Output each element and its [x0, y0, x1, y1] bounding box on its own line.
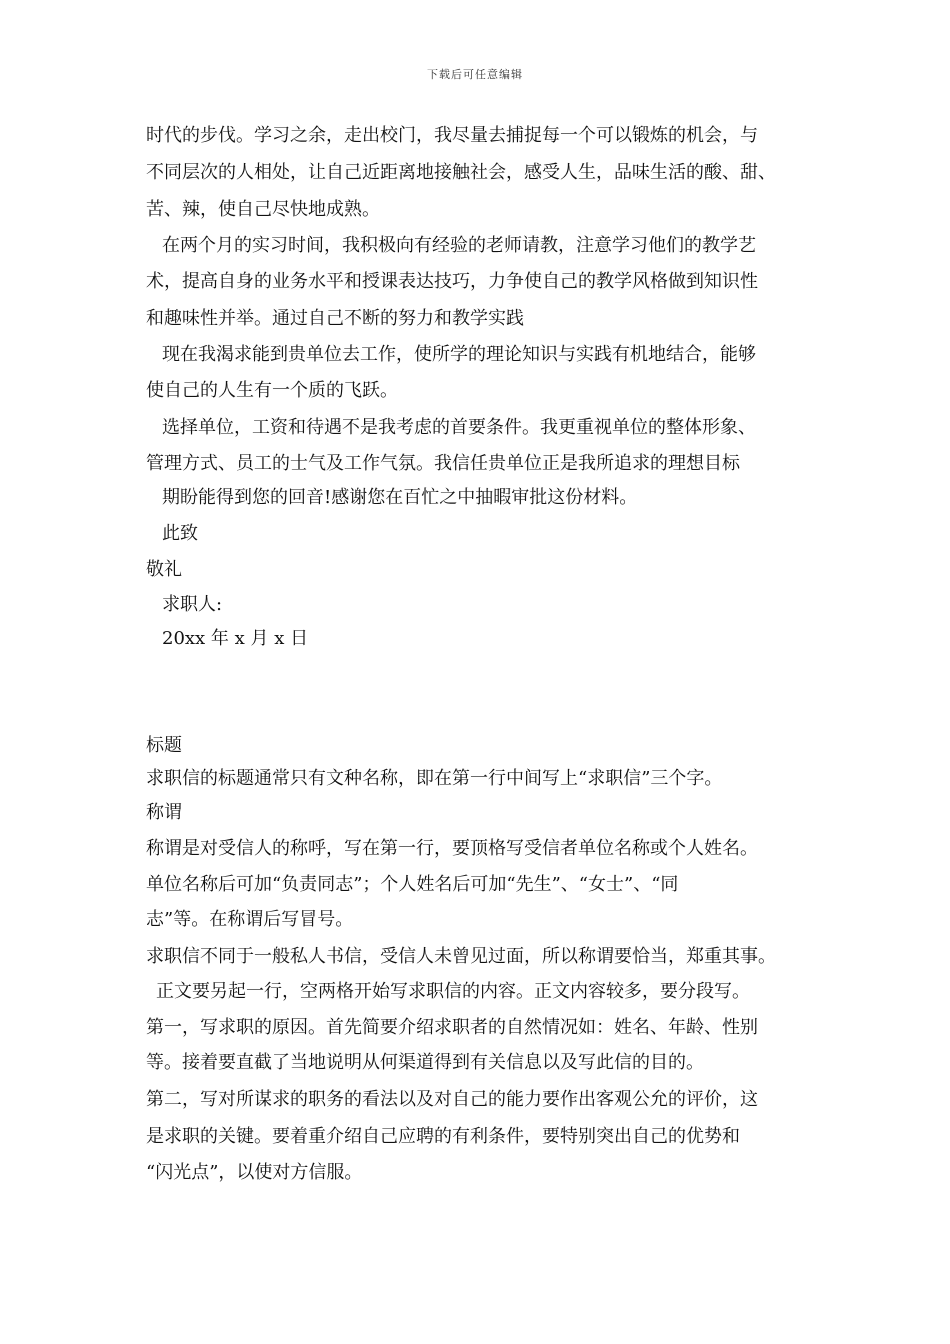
date-line: 20xx 年 x 月 x 日	[162, 628, 309, 649]
paragraph-line: 使自己的人生有一个质的飞跃。	[146, 380, 398, 401]
guide-line: 求职信的标题通常只有文种名称，即在第一行中间写上“求职信”三个字。	[146, 768, 723, 789]
closing-line: 此致	[162, 523, 198, 544]
paragraph-line: 苦、辣，使自己尽快地成熟。	[146, 199, 380, 220]
paragraph-line: 现在我渴求能到贵单位去工作，使所学的理论知识与实践有机地结合，能够	[162, 344, 756, 365]
guide-line: 称谓是对受信人的称呼，写在第一行，要顶格写受信者单位名称或个人姓名。	[146, 838, 758, 859]
page-header: 下载后可任意编辑	[427, 68, 523, 81]
guide-line: 正文要另起一行，空两格开始写求职信的内容。正文内容较多，要分段写。	[156, 981, 750, 1002]
paragraph-line: 时代的步伐。学习之余，走出校门，我尽量去捕捉每一个可以锻炼的机会，与	[146, 125, 758, 146]
signature-label: 求职人:	[162, 594, 223, 615]
guide-line: 单位名称后可加“负责同志”；个人姓名后可加“先生”、“女士”、“同	[146, 874, 679, 895]
paragraph-line: 和趣味性并举。通过自己不断的努力和教学实践	[146, 308, 524, 329]
guide-line: 第二，写对所谋求的职务的看法以及对自己的能力要作出客观公允的评价，这	[146, 1089, 758, 1110]
paragraph-line: 不同层次的人相处，让自己近距离地接触社会，感受人生，品味生活的酸、甜、	[146, 162, 776, 183]
guide-line: “闪光点”，以使对方信服。	[146, 1162, 363, 1183]
guide-line: 第一，写求职的原因。首先简要介绍求职者的自然情况如：姓名、年龄、性别	[146, 1017, 758, 1038]
paragraph-line: 管理方式、员工的士气及工作气氛。我信任贵单位正是我所追求的理想目标	[146, 453, 740, 474]
closing-line: 敬礼	[146, 559, 182, 580]
paragraph-line: 术，提高自身的业务水平和授课表达技巧，力争使自己的教学风格做到知识性	[146, 271, 758, 292]
section-heading: 标题	[146, 735, 182, 756]
guide-line: 是求职的关键。要着重介绍自己应聘的有利条件，要特别突出自己的优势和	[146, 1126, 740, 1147]
guide-line: 志”等。在称谓后写冒号。	[146, 909, 354, 930]
paragraph-line: 选择单位，工资和待遇不是我考虑的首要条件。我更重视单位的整体形象、	[162, 417, 756, 438]
paragraph-line: 期盼能得到您的回音!感谢您在百忙之中抽暇审批这份材料。	[162, 487, 638, 508]
guide-line: 求职信不同于一般私人书信，受信人未曾见过面，所以称谓要恰当，郑重其事。	[146, 946, 776, 967]
guide-line: 等。接着要直截了当地说明从何渠道得到有关信息以及写此信的目的。	[146, 1052, 704, 1073]
paragraph-line: 在两个月的实习时间，我积极向有经验的老师请教，注意学习他们的教学艺	[162, 235, 756, 256]
section-heading: 称谓	[146, 802, 182, 823]
